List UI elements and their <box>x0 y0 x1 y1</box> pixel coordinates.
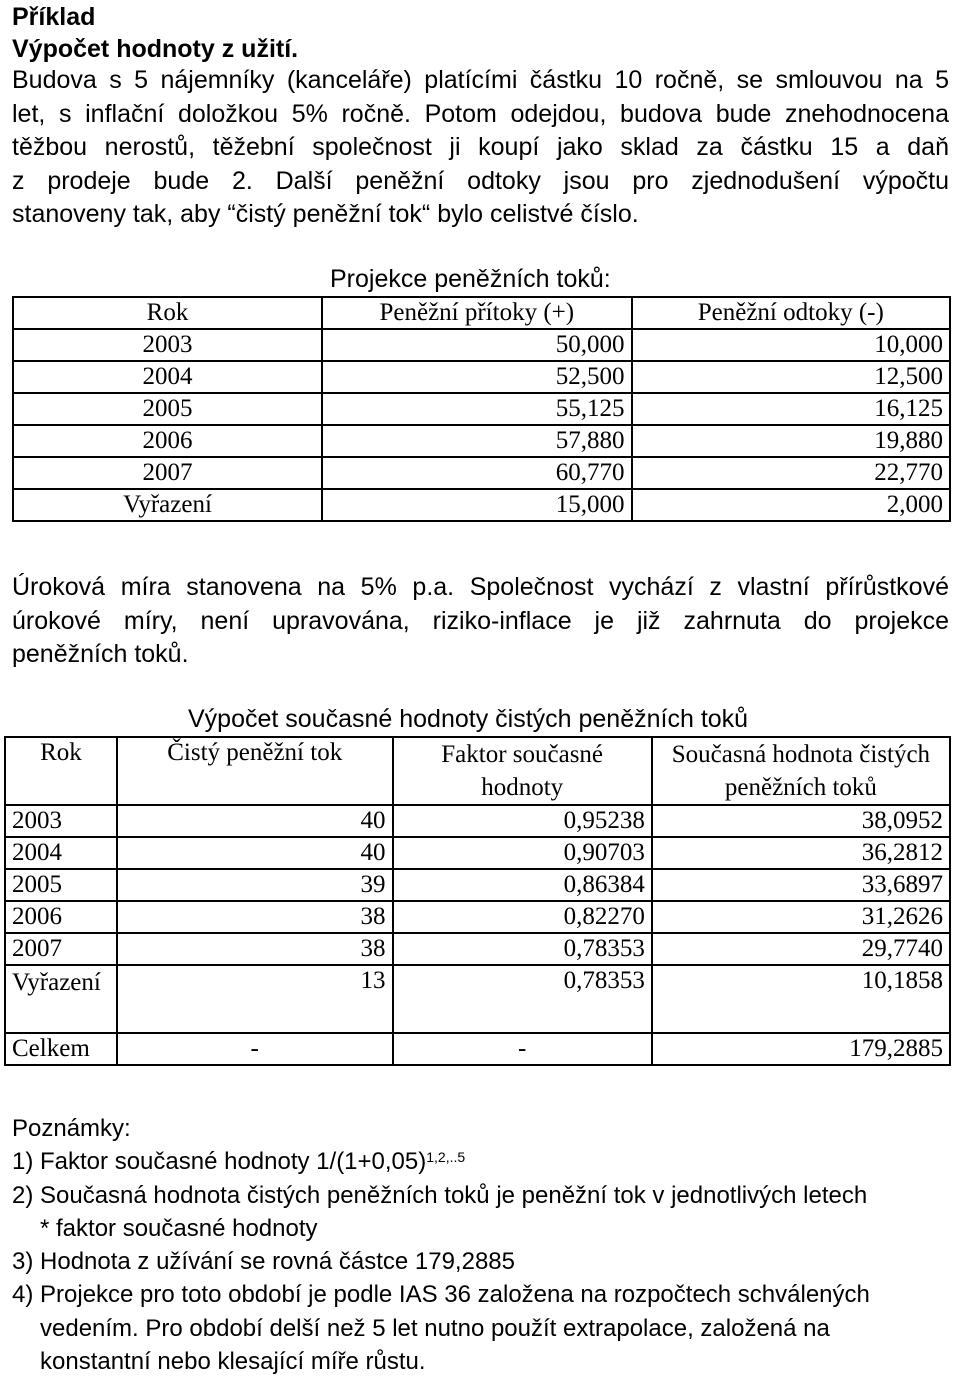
table-cell: 2003 <box>5 805 117 837</box>
table-cell: 2,000 <box>632 489 950 521</box>
table-cell: 40 <box>117 837 393 869</box>
table-cell: 15,000 <box>322 489 632 521</box>
heading-subtitle: Výpočet hodnoty z užití. <box>12 35 299 63</box>
table-cell: 36,2812 <box>652 837 950 869</box>
table-row <box>5 805 950 837</box>
table-cell: 40 <box>117 805 393 837</box>
notes-heading: Poznámky: <box>12 1115 131 1142</box>
table-row <box>5 837 950 869</box>
note-item: * faktor současné hodnoty <box>40 1214 318 1242</box>
table-row <box>13 425 950 457</box>
table-cell: 2004 <box>5 837 117 869</box>
table-row-total <box>5 1033 950 1065</box>
pv-table <box>4 736 951 1066</box>
table-row <box>13 329 950 361</box>
rate-line: Úroková míra stanovena na 5% p.a. Společnost vychází z vlastní přírůstkové <box>12 573 949 601</box>
table-cell: 2007 <box>13 457 322 489</box>
table-header-row <box>13 297 950 329</box>
column-header: Čistý peněžní tok <box>117 737 393 805</box>
table-cell: Vyřazení <box>5 965 117 1033</box>
projection-table <box>12 296 951 522</box>
intro-line: z prodeje bude 2. Další peněžní odtoky jsou pro zjednodušení výpočtu <box>12 166 949 195</box>
note-item: vedením. Pro období delší než 5 let nutno použít extrapolace, založená na <box>40 1314 830 1342</box>
intro-line: stanoveny tak, aby “čistý peněžní tok“ bylo celistvé číslo. <box>12 200 639 228</box>
intro-paragraph <box>12 64 949 232</box>
table-cell: 2004 <box>13 361 322 393</box>
column-header: Současná hodnota čistých peněžních toků <box>652 737 950 805</box>
table-row <box>13 457 950 489</box>
table-cell: 0,90703 <box>393 837 652 869</box>
table-cell: 38,0952 <box>652 805 950 837</box>
table-cell: 2006 <box>13 425 322 457</box>
table-cell: 31,2626 <box>652 901 950 933</box>
rate-paragraph <box>12 571 949 672</box>
table-cell: 0,82270 <box>393 901 652 933</box>
table-row <box>13 393 950 425</box>
table-cell: 39 <box>117 869 393 901</box>
table-cell: 0,78353 <box>393 965 652 1033</box>
projection-caption: Projekce peněžních toků: <box>330 265 611 293</box>
table-cell: - <box>117 1033 393 1065</box>
column-header: Peněžní přítoky (+) <box>322 297 632 329</box>
notes-section <box>12 1112 870 1378</box>
column-header: Rok <box>13 297 322 329</box>
table-row <box>13 489 950 521</box>
table-cell: 12,500 <box>632 361 950 393</box>
intro-line: Budova s 5 nájemníky (kanceláře) platícími částku 10 ročně, se smlouvou na 5 <box>12 66 949 94</box>
table-cell: 22,770 <box>632 457 950 489</box>
table-cell: 2005 <box>5 869 117 901</box>
table-cell: 29,7740 <box>652 933 950 965</box>
table-cell: 2003 <box>13 329 322 361</box>
table-cell: 50,000 <box>322 329 632 361</box>
table-row <box>5 901 950 933</box>
table-cell: 16,125 <box>632 393 950 425</box>
table-cell: 10,000 <box>632 329 950 361</box>
rate-line: peněžních toků. <box>12 640 189 668</box>
table-cell: 10,1858 <box>652 965 950 1033</box>
note-item: 3) Hodnota z užívání se rovná částce 179,2885 <box>12 1248 515 1276</box>
table-cell: 179,2885 <box>652 1033 950 1065</box>
table-row <box>5 869 950 901</box>
table-row <box>5 933 950 965</box>
intro-line: těžbou nerostů, těžební společnost ji koupí jako sklad za částku 15 a daň <box>12 133 949 161</box>
table-cell: 2006 <box>5 901 117 933</box>
heading-example: Příklad <box>12 3 96 31</box>
table-cell: 0,95238 <box>393 805 652 837</box>
table-cell: - <box>393 1033 652 1065</box>
table-cell: 0,78353 <box>393 933 652 965</box>
table-cell: 57,880 <box>322 425 632 457</box>
pv-caption: Výpočet současné hodnoty čistých peněžních toků <box>188 705 749 733</box>
table-cell: 33,6897 <box>652 869 950 901</box>
table-cell: Celkem <box>5 1033 117 1065</box>
note-superscript: 1,2,..5 <box>426 1149 466 1166</box>
note-item: 2) Současná hodnota čistých peněžních toků je peněžní tok v jednotlivých letech <box>12 1181 868 1209</box>
table-cell: 2005 <box>13 393 322 425</box>
table-cell: 38 <box>117 933 393 965</box>
table-cell: 38 <box>117 901 393 933</box>
table-row <box>13 361 950 393</box>
column-header: Faktor současné hodnoty <box>393 737 652 805</box>
table-cell: 55,125 <box>322 393 632 425</box>
intro-line: let, s inflační doložkou 5% ročně. Potom odejdou, budova bude znehodnocena <box>12 99 949 128</box>
table-row <box>5 965 950 1033</box>
note-item: konstantní nebo klesající míře růstu. <box>40 1348 426 1376</box>
table-cell: 13 <box>117 965 393 1033</box>
rate-line: úrokové míry, není upravována, riziko-inflace je již zahrnuta do projekce <box>12 606 949 635</box>
table-cell: 60,770 <box>322 457 632 489</box>
table-cell: 0,86384 <box>393 869 652 901</box>
column-header: Peněžní odtoky (-) <box>632 297 950 329</box>
note-text: 1) Faktor současné hodnoty 1/(1+0,05) <box>12 1148 427 1176</box>
table-cell: 2007 <box>5 933 117 965</box>
table-header-row <box>5 737 950 805</box>
note-item <box>12 1145 870 1178</box>
note-item: 4) Projekce pro toto období je podle IAS 36 založena na rozpočtech schválených <box>12 1281 870 1309</box>
table-cell: 52,500 <box>322 361 632 393</box>
table-cell: Vyřazení <box>13 489 322 521</box>
table-cell: 19,880 <box>632 425 950 457</box>
column-header: Rok <box>5 737 117 805</box>
